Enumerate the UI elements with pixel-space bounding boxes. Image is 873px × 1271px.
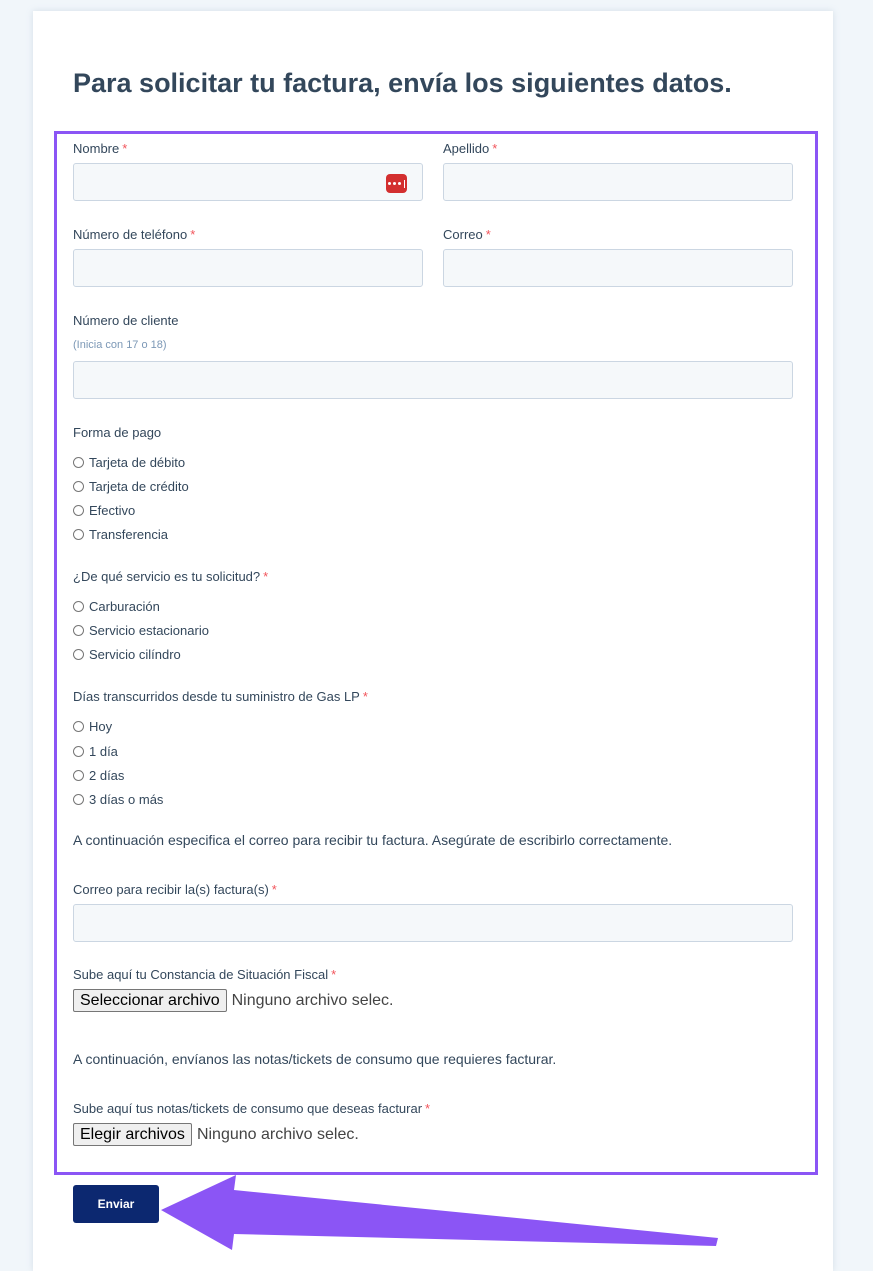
radio-button[interactable] — [73, 625, 84, 636]
servicio-label: ¿De qué servicio es tu solicitud? * — [73, 569, 269, 584]
radio-option-2-dias[interactable]: 2 días — [73, 768, 124, 783]
required-marker: * — [122, 141, 128, 156]
constancia-file-input[interactable] — [73, 989, 394, 1012]
radio-option-hoy[interactable]: Hoy — [73, 719, 112, 734]
radio-button[interactable] — [73, 529, 84, 540]
radio-button[interactable] — [73, 505, 84, 516]
required-marker: * — [362, 689, 368, 704]
radio-option-1-dia[interactable]: 1 día — [73, 744, 118, 759]
required-marker: * — [331, 967, 337, 982]
note-tickets: A continuación, envíanos las notas/tickets de consumo que requieres facturar. — [73, 1051, 557, 1067]
radio-option-transferencia[interactable]: Transferencia — [73, 527, 168, 542]
apellido-input[interactable] — [443, 163, 793, 201]
radio-button[interactable] — [73, 721, 84, 732]
file-status: Ninguno archivo selec. — [196, 1125, 359, 1143]
radio-option-debito[interactable]: Tarjeta de débito — [73, 455, 185, 470]
nombre-input[interactable] — [73, 163, 423, 201]
note-correo: A continuación especifica el correo para recibir tu factura. Asegúrate de escribirlo correctamente. — [73, 832, 673, 848]
dias-label: Días transcurridos desde tu suministro de Gas LP * — [73, 689, 368, 704]
telefono-label: Número de teléfono * — [73, 227, 196, 242]
apellido-label: Apellido * — [443, 141, 498, 156]
select-file-button[interactable]: Seleccionar archivo — [73, 989, 227, 1012]
radio-option-cilindro[interactable]: Servicio cilíndro — [73, 647, 181, 662]
radio-button[interactable] — [73, 481, 84, 492]
required-marker: * — [190, 227, 196, 242]
radio-button[interactable] — [73, 649, 84, 660]
forma-pago-label: Forma de pago — [73, 425, 162, 440]
tickets-label: Sube aquí tus notas/tickets de consumo que deseas facturar * — [73, 1101, 431, 1116]
submit-button[interactable]: Enviar — [73, 1185, 159, 1223]
page-title: Para solicitar tu factura, envía los siguientes datos. — [73, 68, 732, 98]
correo-factura-input[interactable] — [73, 904, 793, 942]
radio-button[interactable] — [73, 457, 84, 468]
constancia-label: Sube aquí tu Constancia de Situación Fiscal * — [73, 967, 337, 982]
nombre-label: Nombre * — [73, 141, 128, 156]
correo-input[interactable] — [443, 249, 793, 287]
radio-button[interactable] — [73, 746, 84, 757]
radio-button[interactable] — [73, 794, 84, 805]
radio-button[interactable] — [73, 770, 84, 781]
correo-label: Correo * — [443, 227, 491, 242]
telefono-input[interactable] — [73, 249, 423, 287]
correo-factura-label: Correo para recibir la(s) factura(s) * — [73, 882, 277, 897]
radio-option-carburacion[interactable]: Carburación — [73, 599, 160, 614]
password-manager-icon[interactable] — [386, 174, 407, 193]
required-marker: * — [485, 227, 491, 242]
radio-option-3-dias[interactable]: 3 días o más — [73, 792, 163, 807]
choose-files-button[interactable]: Elegir archivos — [73, 1123, 192, 1146]
radio-button[interactable] — [73, 601, 84, 612]
required-marker: * — [271, 882, 277, 897]
radio-option-estacionario[interactable]: Servicio estacionario — [73, 623, 209, 638]
radio-option-efectivo[interactable]: Efectivo — [73, 503, 135, 518]
required-marker: * — [425, 1101, 431, 1116]
required-marker: * — [263, 569, 269, 584]
file-status: Ninguno archivo selec. — [231, 991, 394, 1009]
cliente-help-text: (Inicia con 17 o 18) — [73, 339, 167, 351]
radio-option-credito[interactable]: Tarjeta de crédito — [73, 479, 189, 494]
cliente-label: Número de cliente — [73, 313, 179, 328]
required-marker: * — [492, 141, 498, 156]
cliente-input[interactable] — [73, 361, 793, 399]
tickets-file-input[interactable] — [73, 1123, 359, 1146]
